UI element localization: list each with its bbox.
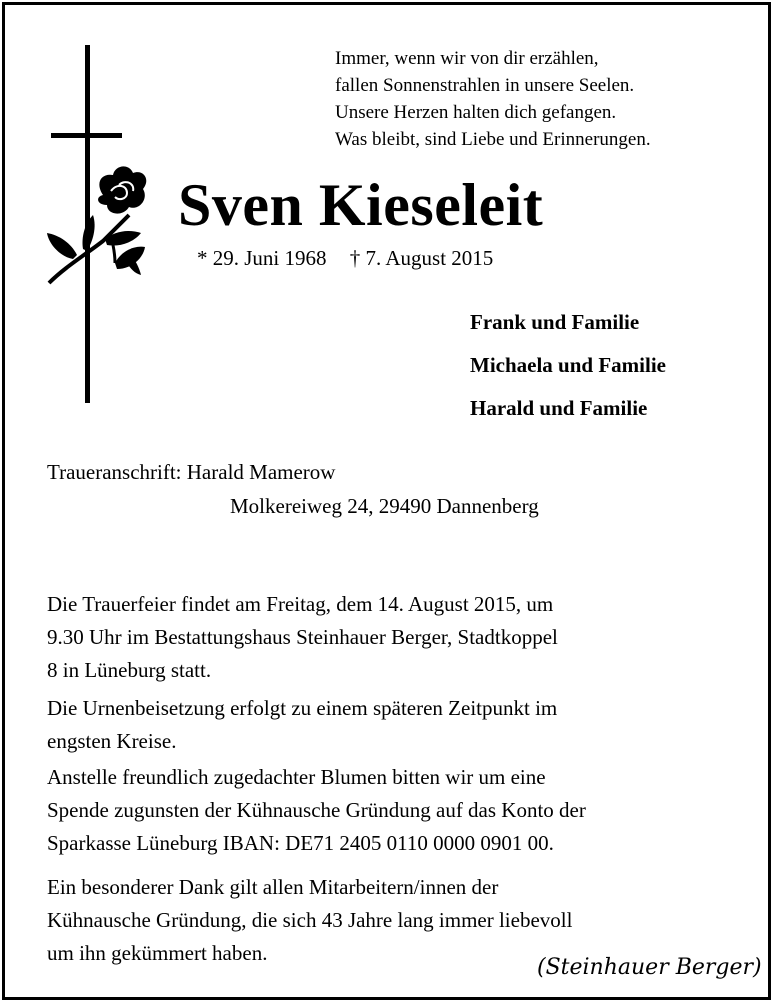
paragraph-line: Spende zugunsten der Kühnausche Gründung auf das Konto der [47, 798, 586, 822]
paragraph-line: engsten Kreise. [47, 729, 177, 753]
donation-paragraph [47, 761, 747, 860]
address-street: Molkereiweg 24, 29490 Dannenberg [230, 494, 539, 518]
deceased-name: Sven Kieseleit [178, 172, 544, 238]
rose-icon [47, 166, 146, 283]
paragraph-line: um ihn gekümmert haben. [47, 941, 268, 965]
mourner-family: Michaela und Familie [470, 353, 666, 377]
birth-date: * 29. Juni 1968 [197, 246, 327, 270]
paragraph-line: 9.30 Uhr im Bestattungshaus Steinhauer Berger, Stadtkoppel [47, 625, 558, 649]
poem-line: Was bleibt, sind Liebe und Erinnerungen. [335, 129, 651, 150]
mourner-family: Frank und Familie [470, 310, 640, 334]
paragraph-line: Ein besonderer Dank gilt allen Mitarbeitern/innen der [47, 875, 499, 899]
poem-line: Immer, wenn wir von dir erzählen, [335, 48, 599, 69]
urn-paragraph [47, 692, 747, 758]
ceremony-paragraph [47, 588, 747, 687]
death-date: † 7. August 2015 [349, 246, 494, 270]
life-dates [197, 245, 511, 271]
paragraph-line: Anstelle freundlich zugedachter Blumen bitten wir um eine [47, 765, 546, 789]
mourning-address [47, 455, 539, 523]
paragraph-line: Kühnausche Gründung, die sich 43 Jahre lang immer liebevoll [47, 908, 573, 932]
paragraph-line: Sparkasse Lüneburg IBAN: DE71 2405 0110 0000 0901 00. [47, 831, 554, 855]
paragraph-line: Die Trauerfeier findet am Freitag, dem 14. August 2015, um [47, 592, 554, 616]
paragraph-line: Die Urnenbeisetzung erfolgt zu einem späteren Zeitpunkt im [47, 696, 558, 720]
poem [335, 45, 651, 153]
poem-line: Unsere Herzen halten dich gefangen. [335, 102, 617, 123]
mourner-family: Harald und Familie [470, 396, 648, 420]
poem-line: fallen Sonnenstrahlen in unsere Seelen. [335, 75, 635, 96]
paragraph-line: 8 in Lüneburg statt. [47, 658, 212, 682]
address-line: Traueranschrift: Harald Mamerow [47, 460, 336, 484]
cross-icon [43, 45, 153, 415]
mourners-list [470, 301, 666, 430]
obituary-notice [2, 2, 771, 1000]
funeral-home-signature: (Steinhauer Berger) [537, 955, 762, 980]
